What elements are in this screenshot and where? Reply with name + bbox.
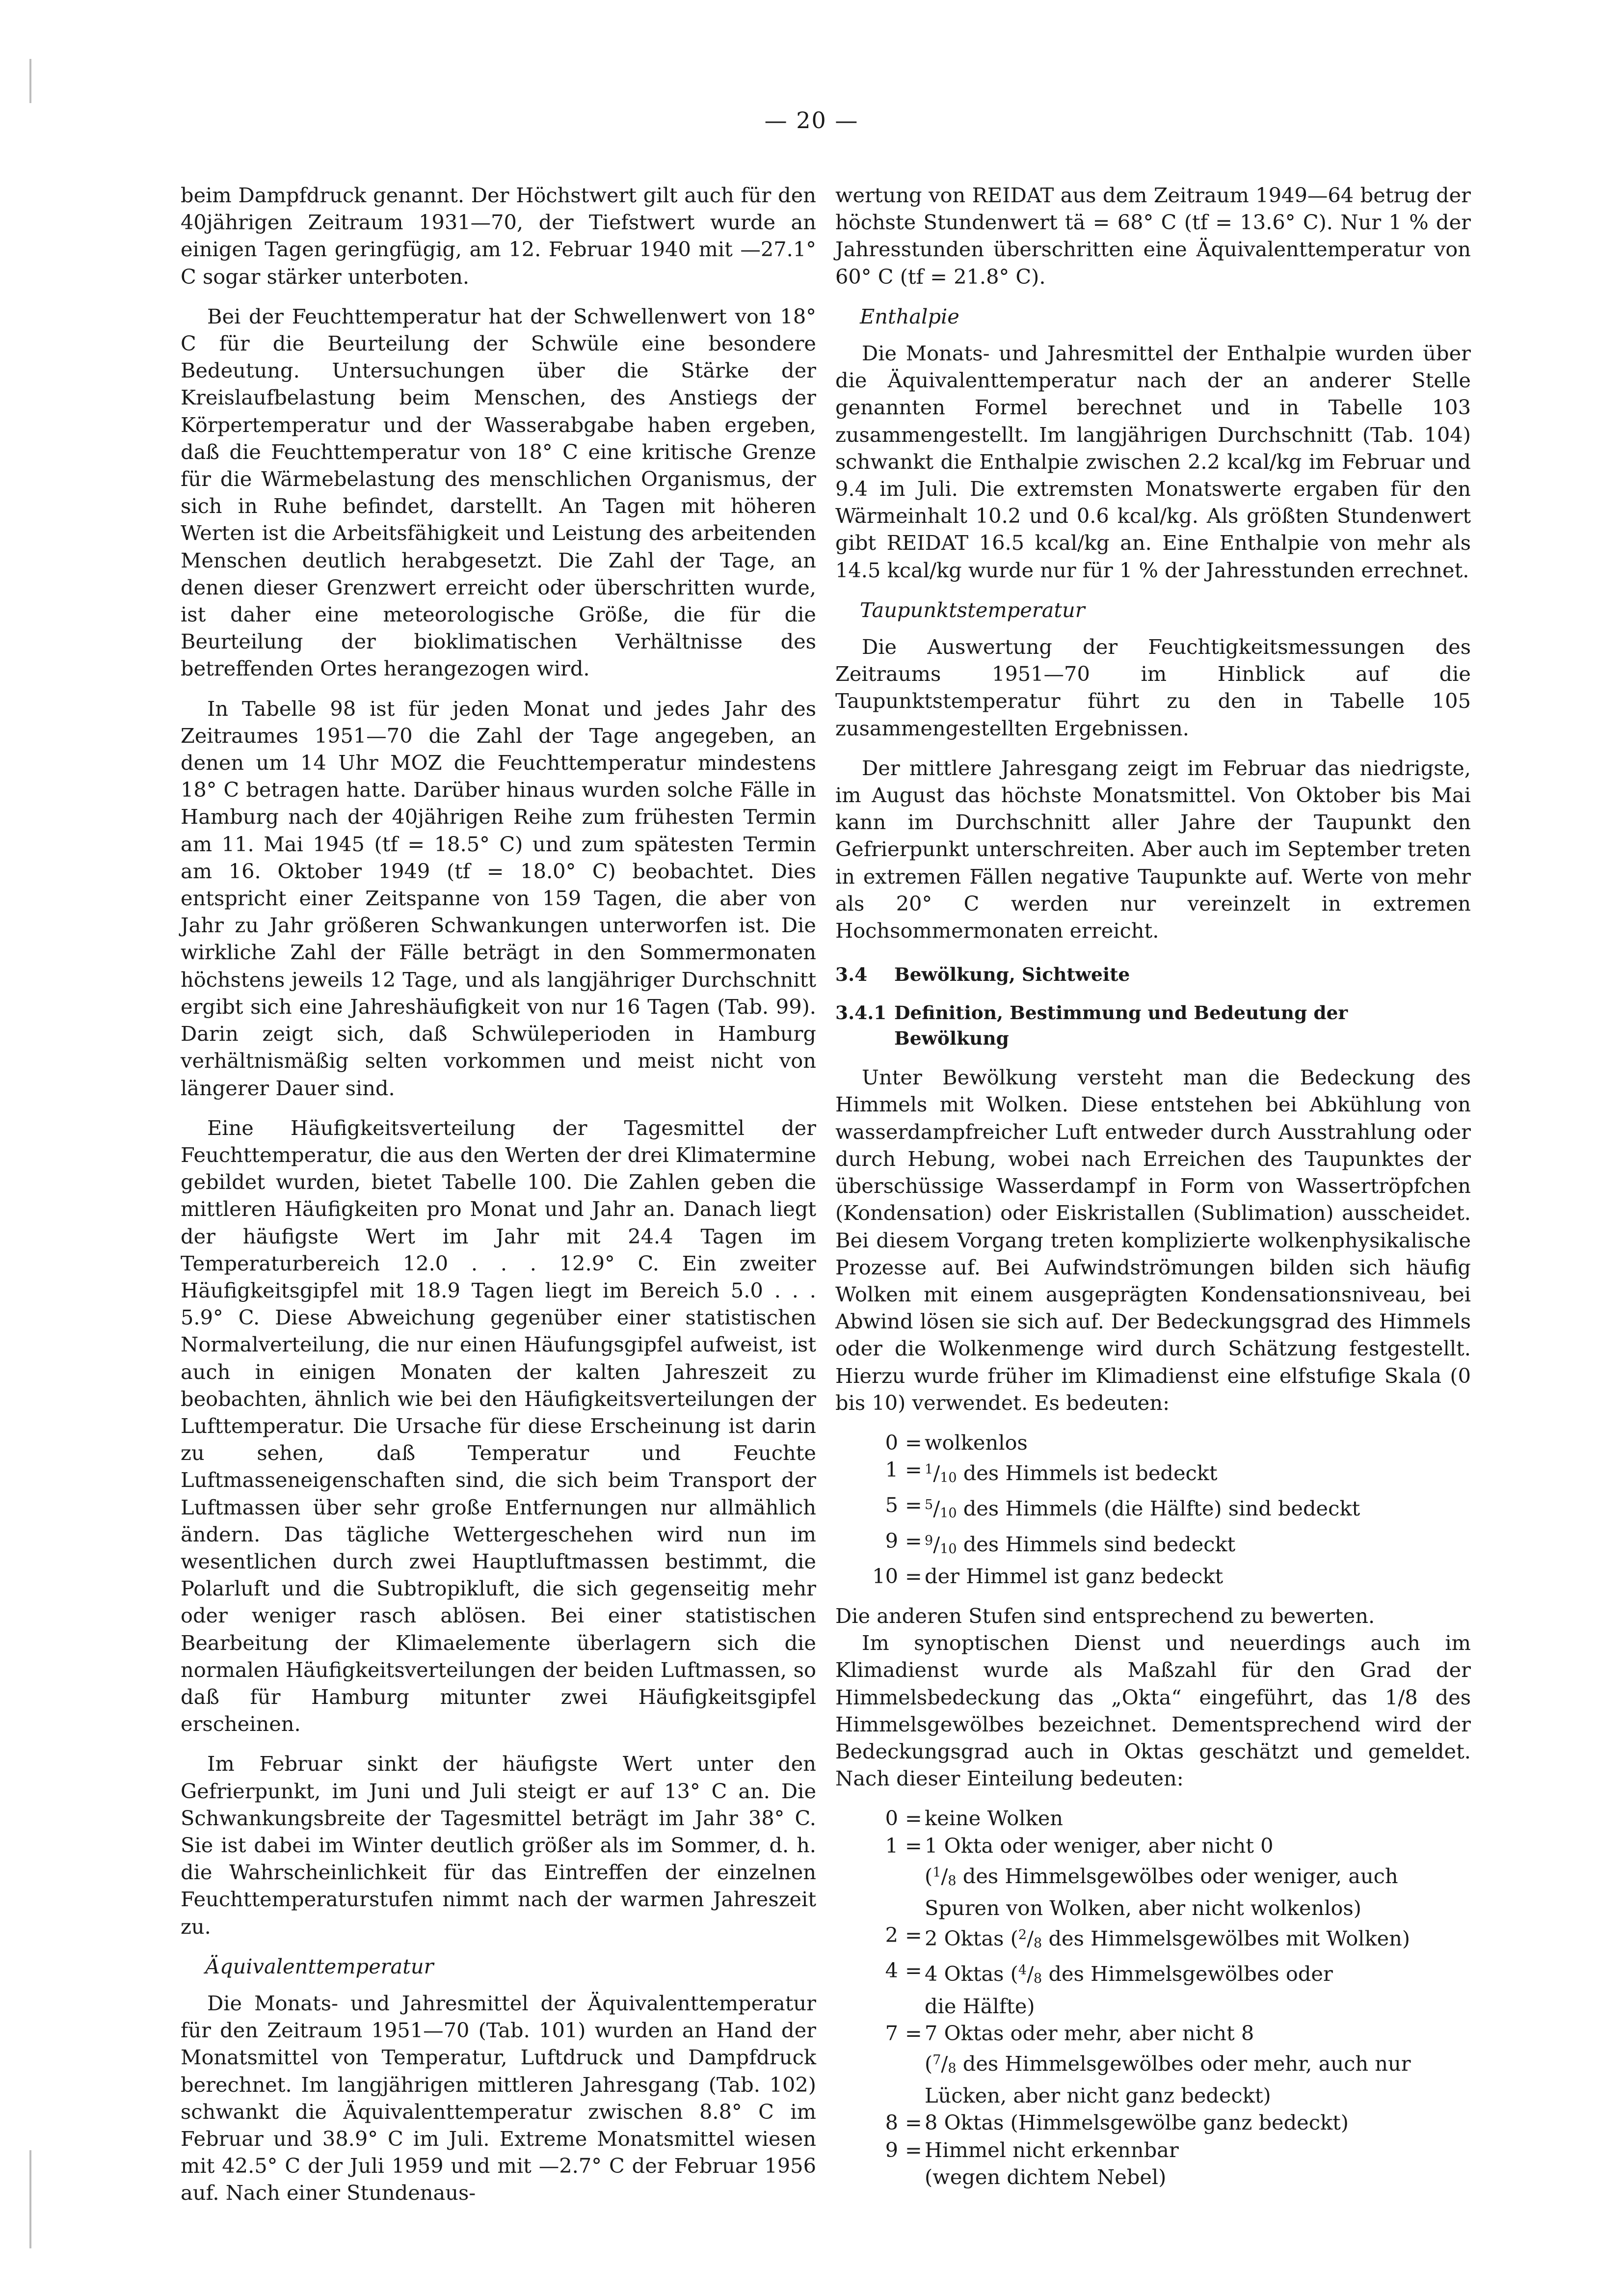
subheading-enthalpie: Enthalpie (860, 304, 959, 328)
paragraph: Der mittlere Jahresgang zeigt im Februar das niedrigste, im August das höchste Monatsmittel. Von Oktober bis Mai kann im Durchschnitt aller Jahre der Taupunkt den Gefrierpunkt unterschreiten. Aber auch im September treten in extremen Fällen negative Taupunkte auf. Werte von mehr als 20° C werden nur vereinzelt in extremen Hochsommermonaten erreicht. (835, 756, 1471, 943)
section-heading-3-4-1 (835, 1000, 1471, 1051)
section-number: 3.4 (835, 964, 868, 986)
scan-edge-mark (29, 59, 31, 103)
list-item: 2 = 2 Oktas ($^2$/8 des Himmelsgewölbes mit Wolken) (885, 1923, 1410, 1951)
section-title: Bewölkung, Sichtweite (894, 964, 1130, 986)
scan-edge-mark (29, 2150, 31, 2248)
paragraph: Die Monats- und Jahresmittel der Enthalpie wurden über die Äquivalenttemperatur nach der an anderer Stelle genannten Formel berechnet und in Tabelle 103 zusammengestellt. Im langjährigen Durchschnitt (Tab. 104) schwankt die Enthalpie zwischen 2.2 kcal/kg im Februar und 9.4 im Juli. Die extremsten Monatswerte ergaben für den Wärmeinhalt 10.2 und 0.6 kcal/kg. Als größten Stundenwert gibt REIDAT 16.5 kcal/kg an. Eine Enthalpie von mehr als 14.5 kcal/kg wurde nur für 1 % der Jahresstunden errechnet. (835, 341, 1471, 582)
subheading-aequivalenttemperatur: Äquivalenttemperatur (205, 1954, 434, 1978)
cloud-scale-oktas (835, 1805, 1471, 2190)
section-title: Definition, Bestimmung und Bedeutung der (894, 1002, 1348, 1024)
list-item-continued: Spuren von Wolken, aber nicht wolkenlos) (925, 1895, 1362, 1920)
paragraph: Die Auswertung der Feuchtigkeitsmessungen des Zeitraums 1951—70 im Hinblick auf die Taupunktstemperatur führt zu den in Tabelle 105 zusammengestellten Ergebnissen. (835, 635, 1471, 740)
paragraph: Bei der Feuchttemperatur hat der Schwellenwert von 18° C für die Beurteilung der Schwüle eine besondere Bedeutung. Untersuchungen über die Stärke der Kreislaufbelastung beim Menschen, des Anstiegs der Körpertemperatur und der Wasserabgabe haben ergeben, daß die Feuchttemperatur von 18° C eine kritische Grenze für die Wärmebelastung des menschlichen Organismus, der sich in Ruhe befindet, darstellt. An Tagen mit höheren Werten ist die Arbeitsfähigkeit und Leistung des arbeitenden Menschen deutlich herabgesetzt. Die Zahl der Tage, an denen dieser Grenzwert erreicht oder überschritten wurde, ist daher eine meteorologische Größe, die für die Beurteilung der bioklimatischen Verhältnisse des betreffenden Ortes herangezogen wird. (181, 304, 816, 681)
list-item: 5 = $^5$/10 des Himmels (die Hälfte) sind bedeckt (885, 1493, 1360, 1521)
list-item: 9 = $^9$/10 des Himmels sind bedeckt (885, 1528, 1236, 1557)
list-item-continued: ($^7$/8 des Himmelsgewölbes oder mehr, auch nur (925, 2051, 1411, 2076)
cloud-scale-tenths (835, 1429, 1471, 1590)
list-item: 0 = keine Wolken (885, 1806, 1063, 1831)
list-item-continued: die Hälfte) (925, 1994, 1035, 2018)
list-item: 1 = $^1$/10 des Himmels ist bedeckt (885, 1458, 1218, 1486)
section-heading-3-4 (835, 962, 1471, 987)
subheading-taupunktstemperatur: Taupunktstemperatur (860, 597, 1085, 622)
list-item: 1 = 1 Okta oder weniger, aber nicht 0 (885, 1833, 1274, 1858)
paragraph: Die anderen Stufen sind entsprechend zu bewerten. (835, 1603, 1375, 1628)
list-item: 9 = Himmel nicht erkennbar (885, 2137, 1179, 2162)
paragraph: beim Dampfdruck genannt. Der Höchstwert gilt auch für den 40jährigen Zeitraum 1931—70, der Tiefstwert wurde an einigen Tagen geringfügig, am 12. Februar 1940 mit —27.1° C sogar stärker unterboten. (181, 183, 816, 289)
paragraph: Die Monats- und Jahresmittel der Äquivalenttemperatur für den Zeitraum 1951—70 (Tab. 101) wurden an Hand der Monatsmittel von Temperatur, Luftdruck und Dampfdruck berechnet. Im langjährigen mittleren Jahresgang (Tab. 102) schwankt die Äquivalenttemperatur zwischen 8.8° C im Februar und 38.9° C im Juli. Extreme Monatsmittel wiesen mit 42.5° C der Juli 1959 und mit —2.7° C der Februar 1956 auf. Nach einer Stundenaus- (181, 1991, 816, 2205)
paragraph: Im synoptischen Dienst und neuerdings auch im Klimadienst wurde als Maßzahl für den Grad der Himmelsbedeckung das „Okta“ eingeführt, das 1/8 des Himmelsgewölbes bezeichnet. Dementsprechend wird der Bedeckungsgrad auch in Oktas geschätzt und gemeldet. Nach dieser Einteilung bedeuten: (835, 1631, 1471, 1791)
list-item: 0 = wolkenlos (885, 1430, 1028, 1455)
list-item: 7 = 7 Oktas oder mehr, aber nicht 8 (885, 2021, 1254, 2045)
list-item-continued: ($^1$/8 des Himmelsgewölbes oder weniger, auch (925, 1864, 1398, 1889)
list-item: 4 = 4 Oktas ($^4$/8 des Himmelsgewölbes oder (885, 1958, 1333, 1987)
paragraph: Eine Häufigkeitsverteilung der Tagesmittel der Feuchttemperatur, die aus den Werten der drei Klimatermine gebildet wurden, bietet Tabelle 100. Die Zahlen geben die mittleren Häufigkeiten pro Monat und Jahr an. Danach liegt der häufigste Wert im Jahr mit 24.4 Tagen im Temperaturbereich 12.0 . . . 12.9° C. Ein zweiter Häufigkeitsgipfel mit 18.9 Tagen liegt im Bereich 5.0 . . . 5.9° C. Diese Abweichung gegenüber einer statistischen Normalverteilung, die nur einen Häufungsgipfel aufweist, ist auch in einigen Monaten der kalten Jahreszeit zu beobachten, ähnlich wie bei den Häufigkeitsverteilungen der Lufttemperatur. Die Ursache für diese Erscheinung ist darin zu sehen, daß Temperatur und Feuchte Luftmasseneigenschaften sind, die sich beim Transport der Luftmassen über sehr große Entfernungen nur allmählich ändern. Das tägliche Wettergeschehen wird nun im wesentlichen durch zwei Hauptluftmassen bestimmt, die Polarluft und die Subtropikluft, die sich gegenseitig mehr oder weniger rasch ablösen. Bei einer statistischen Bearbeitung der Klimaelemente überlagern sich die normalen Häufigkeitsverteilungen der beiden Luftmassen, so daß für Hamburg mitunter zwei Häufigkeitsgipfel erscheinen. (181, 1115, 816, 1736)
section-number: 3.4.1 (835, 1002, 887, 1024)
section-title-continued: Bewölkung (894, 1027, 1009, 1050)
paragraph: wertung von REIDAT aus dem Zeitraum 1949—64 betrug der höchste Stundenwert tä = 68° C (tf = 13.6° C). Nur 1 % der Jahresstunden überschritten eine Äquivalenttemperatur von 60° C (tf = 21.8° C). (835, 183, 1471, 289)
paragraph: In Tabelle 98 ist für jeden Monat und jedes Jahr des Zeitraumes 1951—70 die Zahl der Tage angegeben, an denen um 14 Uhr MOZ die Feuchttemperatur mindestens 18° C betragen hatte. Darüber hinaus wurden solche Fälle in Hamburg nach der 40jährigen Reihe zum frühesten Termin am 11. Mai 1945 (tf = 18.5° C) und zum spätesten Termin am 16. Oktober 1949 (tf = 18.0° C) beobachtet. Dies entspricht einer Zeitspanne von 159 Tagen, die aber von Jahr zu Jahr größeren Schwankungen unterworfen ist. Die wirkliche Zahl der Fälle beträgt in den Sommermonaten höchstens jeweils 12 Tage, und als langjähriger Durchschnitt ergibt sich eine Jahreshäufigkeit von nur 16 Tagen (Tab. 99). Darin zeigt sich, daß Schwüleperioden in Hamburg verhältnismäßig selten vorkommen und meist nicht von längerer Dauer sind. (181, 696, 816, 1100)
list-item-continued: Lücken, aber nicht ganz bedeckt) (925, 2083, 1271, 2108)
paragraph: Im Februar sinkt der häufigste Wert unter den Gefrierpunkt, im Juni und Juli steigt er auf 13° C an. Die Schwankungsbreite der Tagesmittel beträgt im Jahr 38° C. Sie ist dabei im Winter deutlich größer als im Sommer, d. h. die Wahrscheinlichkeit für das Eintreffen der einzelnen Feuchttemperaturstufen nimmt nach der warmen Jahreszeit zu. (181, 1752, 816, 1939)
list-item: 8 = 8 Oktas (Himmelsgewölbe ganz bedeckt) (885, 2110, 1349, 2135)
left-column (181, 182, 816, 2219)
page-number: — 20 — (764, 107, 859, 134)
paragraph: Unter Bewölkung versteht man die Bedeckung des Himmels mit Wolken. Diese entstehen bei Abkühlung von wasserdampfreicher Luft entweder durch Ausstrahlung oder durch Hebung, wobei nach Erreichen des Taupunktes der überschüssige Wasserdampf in Form von Wassertröpfchen (Kondensation) oder Eiskristallen (Sublimation) ausscheidet. Bei diesem Vorgang treten komplizierte wolkenphysikalische Prozesse auf. Bei Aufwindströmungen bilden sich häufig Wolken mit einem ausgeprägten Kondensationsniveau, bei Abwind lösen sie sich auf. Der Bedeckungsgrad des Himmels oder die Wolkenmenge wird durch Schätzung festgestellt. Hierzu wurde früher im Klimadienst eine elfstufige Skala (0 bis 10) verwendet. Es bedeuten: (835, 1065, 1471, 1415)
right-column (835, 182, 1471, 2203)
list-item: 10 = der Himmel ist ganz bedeckt (872, 1564, 1224, 1588)
list-item-continued: (wegen dichtem Nebel) (925, 2164, 1167, 2189)
